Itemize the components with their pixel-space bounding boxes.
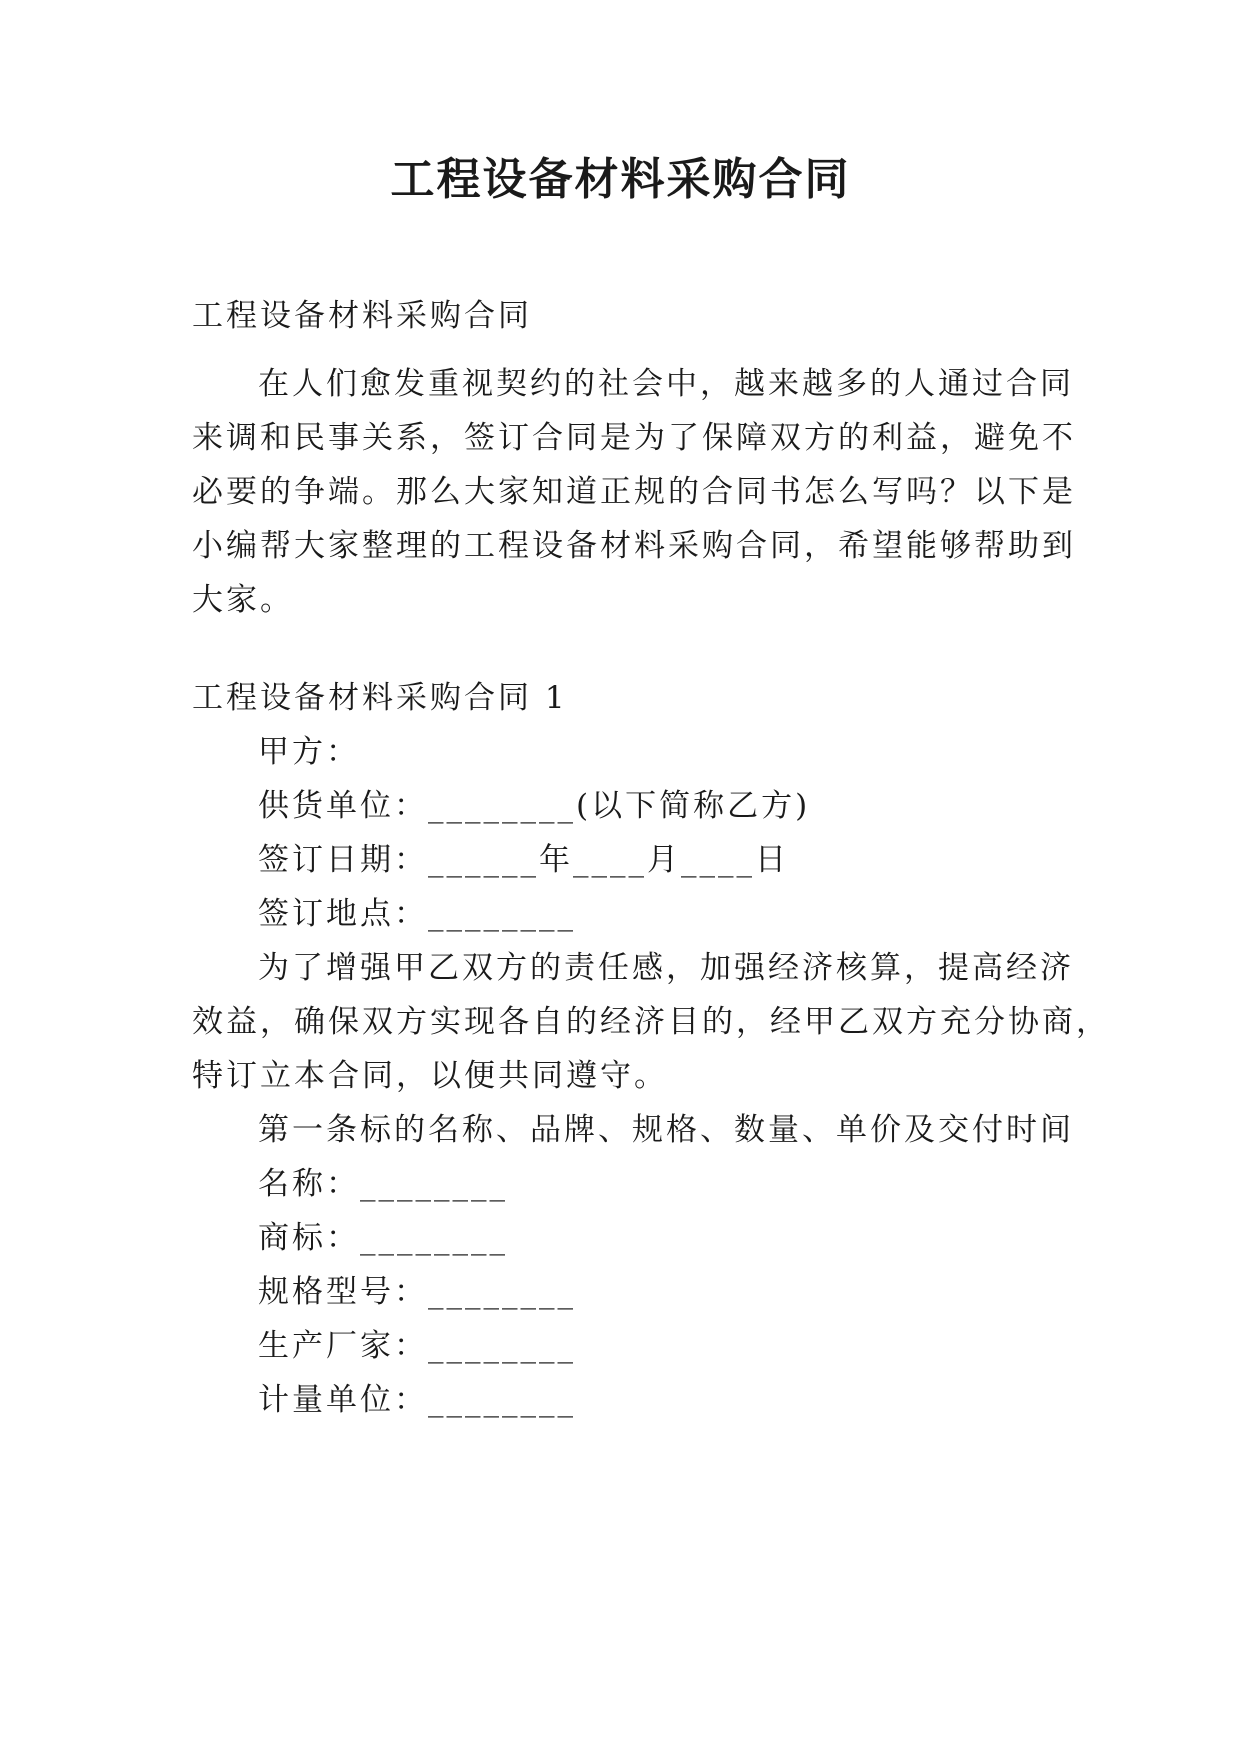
document-title: 工程设备材料采购合同 (390, 154, 851, 205)
supplier-field: 供货单位：________(以下简称乙方) (258, 788, 811, 824)
party-a-label: 甲方： (258, 734, 360, 770)
sign-place-field: 签订地点：________ (258, 896, 576, 932)
purpose-line: 为了增强甲乙双方的责任感，加强经济核算，提高经济 (258, 950, 1074, 986)
intro-line: 大家。 (192, 582, 294, 618)
intro-line: 小编帮大家整理的工程设备材料采购合同，希望能够帮助到 (192, 528, 1076, 564)
manufacturer-field: 生产厂家：________ (258, 1328, 576, 1364)
unit-field: 计量单位：________ (258, 1382, 576, 1418)
document-subtitle: 工程设备材料采购合同 (192, 298, 532, 334)
trademark-field: 商标：________ (258, 1220, 508, 1256)
intro-line: 来调和民事关系，签订合同是为了保障双方的利益，避免不 (192, 420, 1076, 456)
intro-line: 必要的争端。那么大家知道正规的合同书怎么写吗？以下是 (192, 474, 1076, 510)
name-field: 名称：________ (258, 1166, 508, 1202)
purpose-line: 特订立本合同，以便共同遵守。 (192, 1058, 668, 1094)
article-heading: 第一条标的名称、品牌、规格、数量、单价及交付时间 (258, 1112, 1074, 1148)
section-heading: 工程设备材料采购合同 1 (192, 680, 568, 716)
purpose-line: 效益，确保双方实现各自的经济目的，经甲乙双方充分协商， (192, 1004, 1110, 1040)
intro-line: 在人们愈发重视契约的社会中，越来越多的人通过合同 (258, 366, 1074, 402)
sign-date-field: 签订日期：______年____月____日 (258, 842, 789, 878)
model-field: 规格型号：________ (258, 1274, 576, 1310)
